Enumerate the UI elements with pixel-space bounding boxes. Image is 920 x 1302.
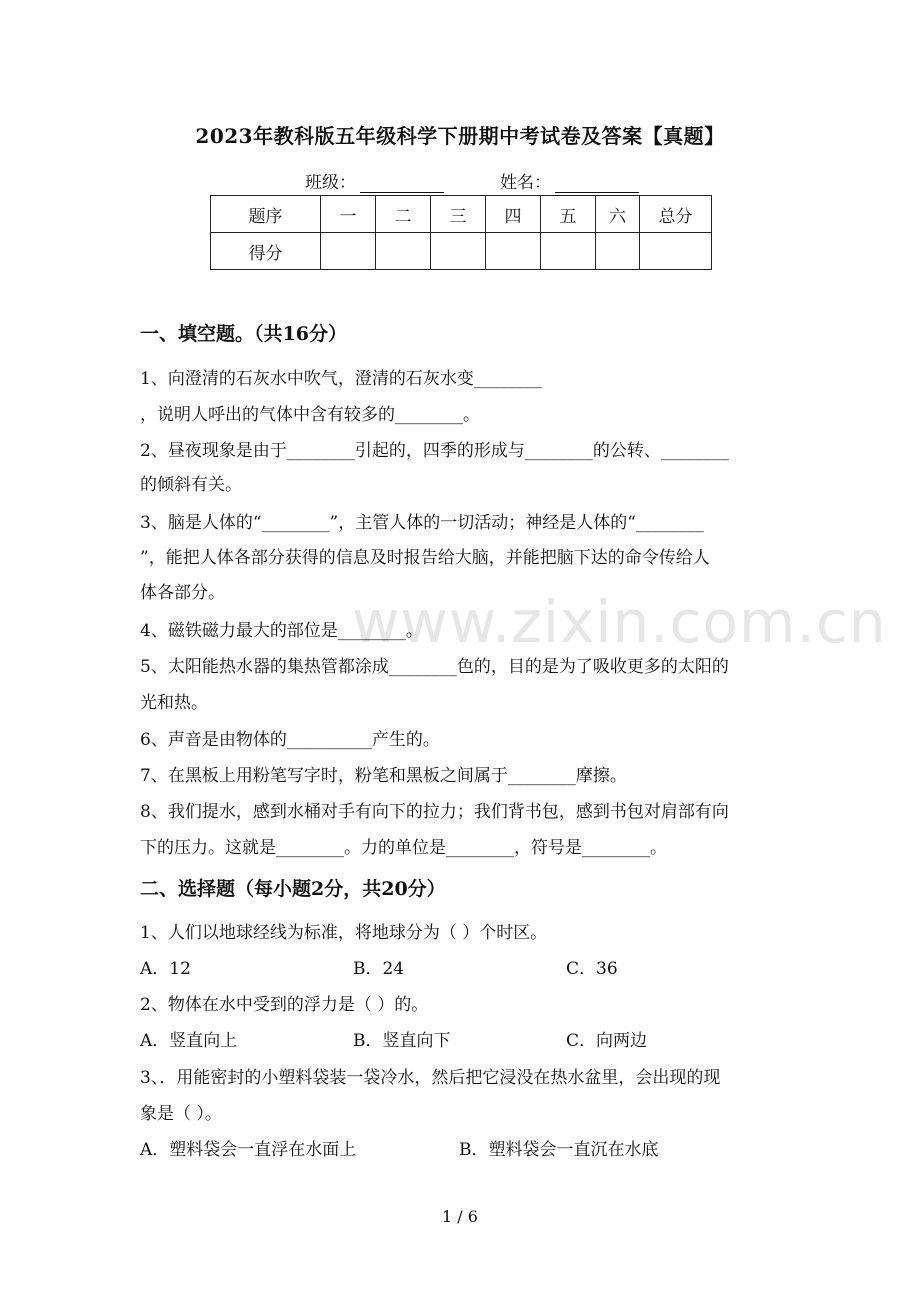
class-label: 班级：: [305, 173, 356, 193]
option-b[interactable]: B．塑料袋会一直沉在水底: [459, 1140, 659, 1160]
option-a[interactable]: A．塑料袋会一直浮在水面上: [140, 1140, 357, 1160]
question-line: 3、．用能密封的小塑料袋装一袋冷水，然后把它浸没在热水盆里，会出现的现: [140, 1068, 721, 1088]
question-line: 象是（ ）。: [140, 1104, 222, 1124]
score-cell[interactable]: [541, 233, 596, 270]
question-line: 2、昼夜现象是由于________引起的，四季的形成与________的公转、________: [140, 441, 729, 461]
page-title: 2023年教科版五年级科学下册期中考试卷及答案【真题】: [195, 124, 725, 148]
class-field: [305, 168, 444, 193]
question-line: 体各部分。: [140, 583, 225, 603]
score-table-score-row: [211, 233, 712, 270]
table-cell: 三: [431, 196, 486, 233]
class-blank[interactable]: [360, 174, 444, 193]
question-line: 2、物体在水中受到的浮力是（ ）的。: [140, 995, 429, 1015]
table-cell: 二: [376, 196, 431, 233]
score-cell[interactable]: [376, 233, 431, 270]
name-field: [500, 168, 639, 193]
score-cell[interactable]: [321, 233, 376, 270]
watermark: www.zixin.com.cn: [352, 588, 887, 656]
table-cell: 得分: [211, 233, 321, 270]
score-table: [210, 195, 712, 270]
score-cell[interactable]: [596, 233, 640, 270]
question-line: 1、人们以地球经线为标准，将地球分为（ ）个时区。: [140, 923, 548, 943]
score-cell[interactable]: [486, 233, 541, 270]
section2-heading: 二、选择题（每小题2分，共20分）: [140, 878, 446, 900]
option-b[interactable]: B．竖直向下: [353, 1031, 451, 1051]
option-c[interactable]: C．36: [566, 959, 618, 979]
table-cell: 六: [596, 196, 640, 233]
question-line: 6、声音是由物体的__________产生的。: [140, 730, 440, 750]
question-line: 8、我们提水，感到水桶对手有向下的拉力；我们背书包，感到书包对肩部有向: [140, 802, 729, 822]
option-a[interactable]: A．竖直向上: [140, 1031, 238, 1051]
table-cell: 一: [321, 196, 376, 233]
option-a[interactable]: A．12: [140, 959, 191, 979]
score-cell[interactable]: [640, 233, 712, 270]
option-c[interactable]: C．向两边: [566, 1031, 648, 1051]
section1-heading: 一、填空题。（共16分）: [140, 323, 347, 345]
question-line: 下的压力。这就是________。力的单位是________，符号是________。: [140, 838, 667, 858]
question-line: 光和热。: [140, 693, 208, 713]
question-line: ，说明人呼出的气体中含有较多的________。: [140, 405, 480, 425]
score-cell[interactable]: [431, 233, 486, 270]
option-b[interactable]: B．24: [353, 959, 405, 979]
score-table-header-row: [211, 196, 712, 233]
table-cell: 题序: [211, 196, 321, 233]
table-cell: 五: [541, 196, 596, 233]
name-blank[interactable]: [555, 174, 639, 193]
question-line: ”，能把人体各部分获得的信息及时报告给大脑，并能把脑下达的命令传给人: [140, 548, 710, 568]
table-cell: 四: [486, 196, 541, 233]
table-cell: 总分: [640, 196, 712, 233]
question-line: 的倾斜有关。: [140, 475, 242, 495]
question-line: 7、在黑板上用粉笔写字时，粉笔和黑板之间属于________摩擦。: [140, 766, 627, 786]
question-line: 5、太阳能热水器的集热管都涂成________色的，目的是为了吸收更多的太阳的: [140, 657, 729, 677]
page-number: 1 / 6: [442, 1207, 478, 1226]
question-line: 3、脑是人体的“________”，主管人体的一切活动；神经是人体的“________: [140, 513, 704, 533]
question-line: 1、向澄清的石灰水中吹气，澄清的石灰水变________: [140, 369, 542, 389]
question-line: 4、磁铁磁力最大的部位是________。: [140, 621, 423, 641]
name-label: 姓名：: [500, 173, 551, 193]
